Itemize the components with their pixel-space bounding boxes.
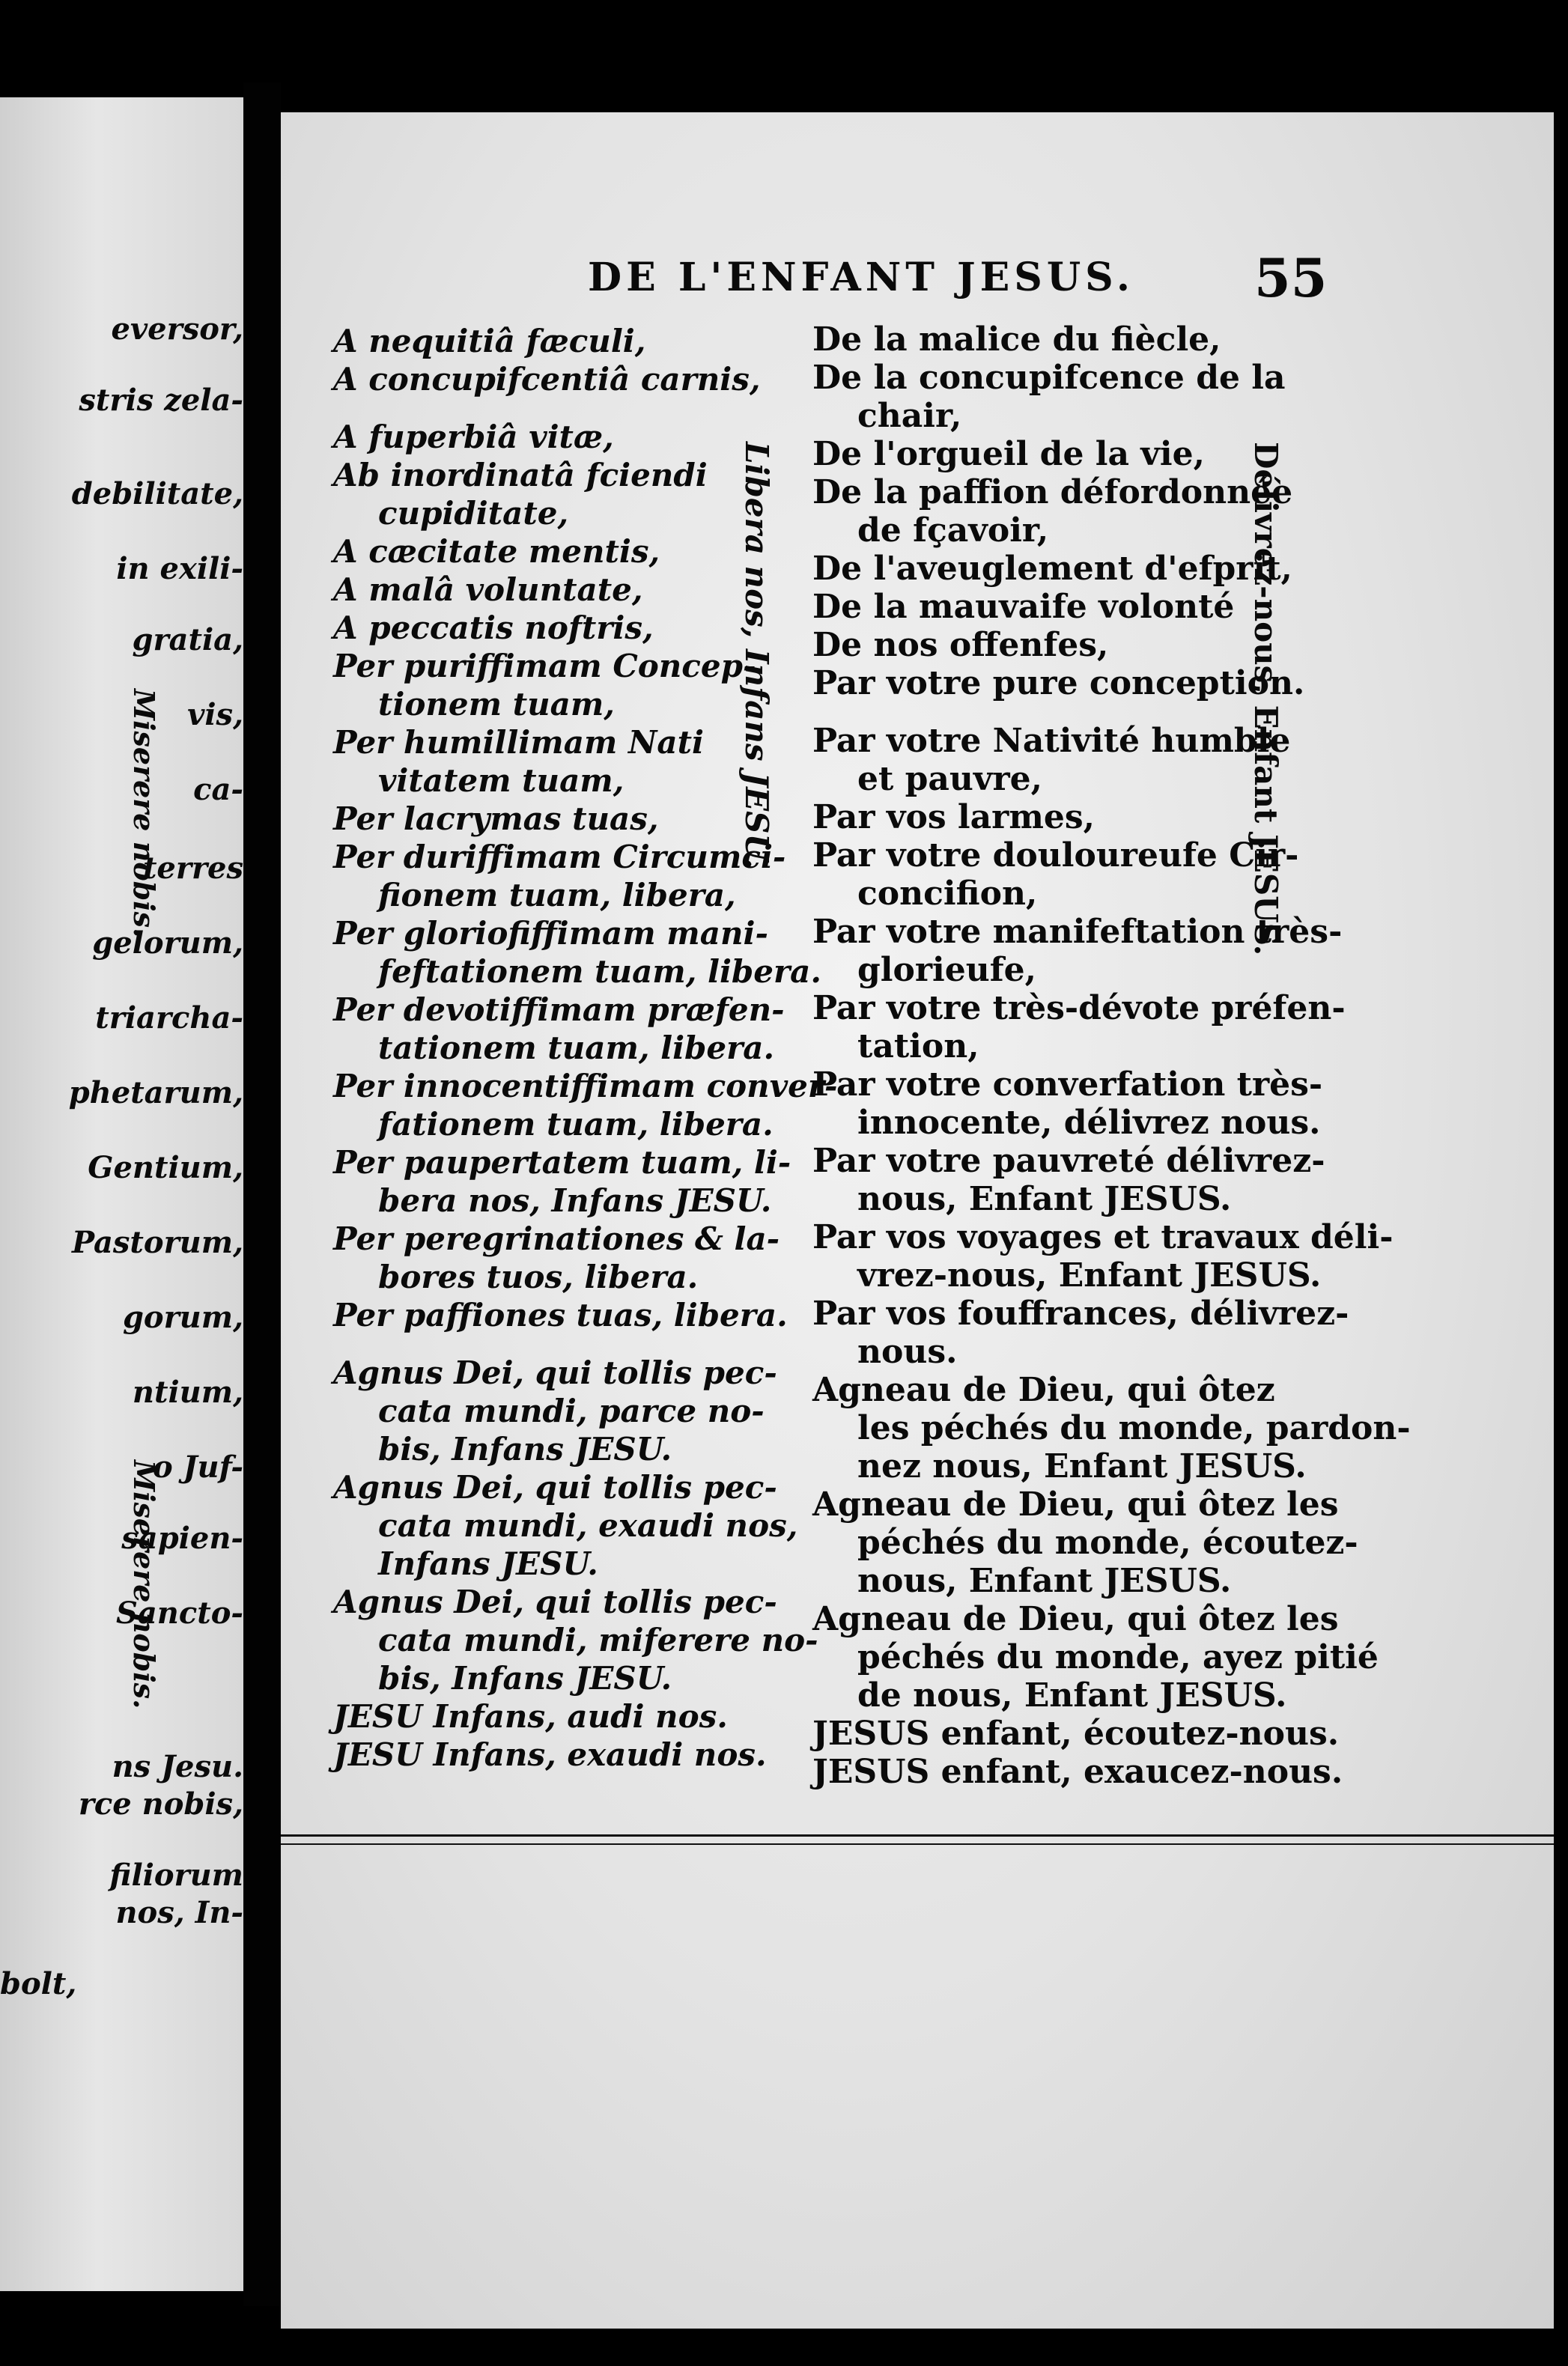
french-line: De la concupifcence de la — [812, 359, 1286, 397]
latin-line: Ab inordinatâ fciendi — [333, 457, 708, 493]
french-line: chair, — [857, 397, 962, 435]
french-line: Par votre manifeftation très- — [812, 913, 1343, 951]
french-line: péchés du monde, écoutez- — [857, 1524, 1358, 1562]
latin-line: Infans JESU. — [378, 1545, 598, 1582]
french-line: de fçavoir, — [857, 511, 1049, 550]
french-line: nez nous, Enfant JESUS. — [857, 1447, 1307, 1485]
french-line: Par vos voyages et travaux déli- — [812, 1218, 1394, 1256]
page-rule — [281, 1843, 1554, 1845]
latin-line: Per paffiones tuas, libera. — [333, 1297, 788, 1333]
french-line: De la malice du fiècle, — [812, 320, 1221, 359]
page-rule — [281, 1834, 1554, 1837]
vertical-refrain-french: Délivrez-nous, Enfant JESUS. — [1248, 442, 1284, 956]
french-line: nous, Enfant JESUS. — [857, 1562, 1232, 1600]
french-line: péchés du monde, ayez pitié — [857, 1638, 1379, 1676]
left-line: ca- — [193, 772, 243, 807]
french-line: Par vos larmes, — [812, 798, 1095, 836]
french-line: Par vos fouffrances, délivrez- — [812, 1295, 1349, 1333]
latin-line: Per devotiffimam præfen- — [333, 991, 785, 1028]
left-line: sapien- — [121, 1521, 243, 1556]
latin-line: JESU Infans, exaudi nos. — [333, 1736, 767, 1773]
french-column — [812, 320, 1554, 1791]
french-line: Par votre douloureufe Cir- — [812, 836, 1299, 875]
left-line: gratia, — [132, 622, 243, 657]
vertical-refrain-latin: Libera nos, Infans JESU. — [738, 442, 775, 869]
french-line: Par votre Nativité humble — [812, 722, 1291, 760]
latin-line: Per humillimam Nati — [333, 724, 704, 761]
latin-line: JESU Infans, audi nos. — [333, 1698, 728, 1735]
french-line: concifion, — [857, 875, 1038, 913]
left-line: rce nobis, — [78, 1786, 243, 1822]
latin-line: Per innocentiffimam conver- — [333, 1068, 838, 1104]
latin-line: tionem tuam, — [378, 686, 615, 723]
french-line: et pauvre, — [857, 760, 1042, 798]
latin-line: bis, Infans JESU. — [378, 1660, 672, 1697]
latin-line: Per paupertatem tuam, li- — [333, 1144, 791, 1181]
left-line: debilitate, — [71, 476, 243, 511]
latin-line: cata mundi, exaudi nos, — [378, 1507, 798, 1544]
latin-line: A nequitiâ fæculi, — [333, 323, 646, 359]
french-line: JESUS enfant, écoutez-nous. — [812, 1715, 1340, 1753]
french-line: Par votre pure conception. — [812, 664, 1305, 702]
left-line: vis, — [187, 697, 243, 732]
book-gutter — [243, 82, 281, 2306]
latin-line: A fuperbiâ vitæ, — [333, 419, 614, 455]
latin-line: Agnus Dei, qui tollis pec- — [333, 1584, 777, 1620]
french-line: Par votre très-dévote préfen- — [812, 989, 1346, 1027]
latin-line: Per gloriofiffimam mani- — [333, 915, 768, 952]
left-vertical-refrain: Miserere nobis. — [127, 1460, 161, 1709]
left-line: ntium, — [132, 1375, 243, 1410]
french-line: De l'aveuglement d'efprit, — [812, 550, 1292, 588]
latin-line: cata mundi, miferere no- — [378, 1622, 818, 1658]
latin-line: Agnus Dei, qui tollis pec- — [333, 1469, 777, 1506]
latin-line: Per lacrymas tuas, — [333, 800, 659, 837]
french-line: Par votre pauvreté délivrez- — [812, 1142, 1325, 1180]
french-line: JESUS enfant, exaucez-nous. — [812, 1753, 1343, 1791]
latin-line: bores tuos, libera. — [378, 1259, 699, 1295]
left-line: terres — [142, 851, 243, 886]
french-line: glorieufe, — [857, 951, 1036, 989]
latin-line: fionem tuam, libera, — [378, 877, 736, 913]
latin-line: cata mundi, parce no- — [378, 1393, 765, 1429]
left-line: Gentium, — [88, 1150, 243, 1185]
latin-line: A peccatis noftris, — [333, 609, 654, 646]
latin-line: Per puriffimam Concep- — [333, 648, 756, 684]
left-line: in exili- — [116, 551, 243, 586]
latin-line: bera nos, Infans JESU. — [378, 1182, 772, 1219]
main-page — [281, 112, 1554, 2329]
latin-line: bis, Infans JESU. — [378, 1431, 672, 1468]
french-line: nous, Enfant JESUS. — [857, 1180, 1232, 1218]
french-line: Agneau de Dieu, qui ôtez les — [812, 1600, 1339, 1638]
french-line: Par votre converfation très- — [812, 1065, 1323, 1104]
latin-line: Per duriffimam Circumci- — [333, 839, 786, 875]
left-line: gorum, — [122, 1300, 243, 1335]
latin-line: Agnus Dei, qui tollis pec- — [333, 1354, 777, 1391]
left-line: gelorum, — [92, 925, 243, 961]
left-line: phetarum, — [68, 1075, 243, 1110]
left-line: Pastorum, — [71, 1225, 243, 1260]
left-line: ns Jesu. — [112, 1749, 243, 1784]
french-line: Agneau de Dieu, qui ôtez les — [812, 1485, 1339, 1524]
latin-line: tationem tuam, libera. — [378, 1030, 775, 1066]
left-page — [0, 97, 243, 2291]
latin-line: A concupifcentiâ carnis, — [333, 361, 761, 398]
left-line: stris zela- — [79, 383, 243, 418]
latin-line: Per peregrinationes & la- — [333, 1220, 780, 1257]
left-line: filiorum — [109, 1858, 243, 1893]
french-line: de nous, Enfant JESUS. — [857, 1676, 1287, 1715]
french-line: les péchés du monde, pardon- — [857, 1409, 1411, 1447]
french-line: Agneau de Dieu, qui ôtez — [812, 1371, 1275, 1409]
french-line: tation, — [857, 1027, 979, 1065]
french-line: innocente, délivrez nous. — [857, 1104, 1321, 1142]
left-line: triarcha- — [95, 1000, 243, 1035]
french-line: nous. — [857, 1333, 958, 1371]
french-line: De la paffion défordonnée — [812, 473, 1293, 511]
latin-line: vitatem tuam, — [378, 762, 625, 799]
latin-line: feftationem tuam, libera. — [378, 953, 821, 990]
french-line — [812, 702, 1554, 722]
french-line: De nos offenfes, — [812, 626, 1109, 664]
latin-line: fationem tuam, libera. — [378, 1106, 774, 1143]
latin-line: A cæcitate mentis, — [333, 533, 660, 570]
latin-line: cupiditate, — [378, 495, 569, 532]
page-number: 55 — [1254, 247, 1328, 309]
left-line: eversor, — [111, 311, 243, 347]
left-vertical-refrain: Miserere nobis. — [127, 689, 161, 938]
left-line: Sancto- — [116, 1596, 243, 1631]
left-line: nos, In- — [115, 1895, 243, 1930]
left-line: bolt, — [0, 1966, 77, 2001]
french-line: De la mauvaife volonté — [812, 588, 1235, 626]
running-header: DE L'ENFANT JESUS. — [588, 255, 1134, 300]
french-line: De l'orgueil de la vie, — [812, 435, 1205, 473]
left-line: o Juf- — [153, 1450, 243, 1485]
latin-line: A malâ voluntate, — [333, 571, 643, 608]
french-line: vrez-nous, Enfant JESUS. — [857, 1256, 1322, 1295]
